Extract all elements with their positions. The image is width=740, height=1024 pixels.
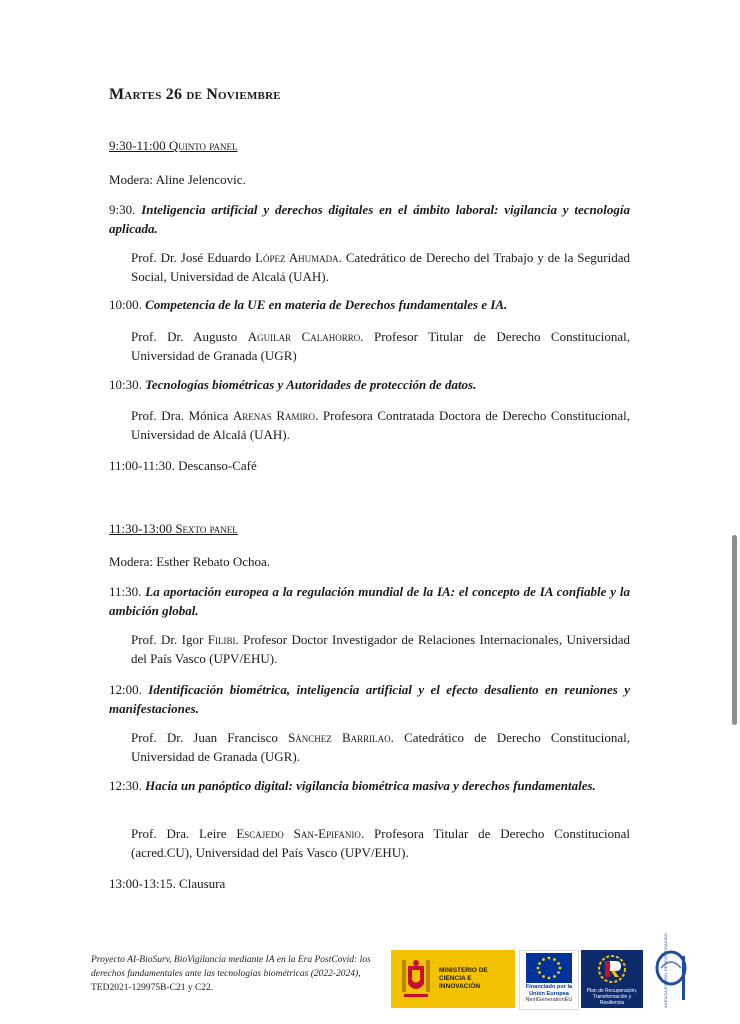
panel6-moderator: Modera: Esther Rebato Ochoa.	[109, 554, 271, 569]
speaker-surname: Escajedo San-Epifanio	[236, 826, 361, 841]
aei-text: AGENCIA ESTATAL DE INVESTIGACIÓN	[663, 933, 668, 1008]
talk-title: Competencia de la UE en materia de Derechos fundamentales e IA.	[145, 297, 508, 312]
day-title: Martes 26 de Noviembre	[109, 86, 281, 103]
coat-of-arms-icon	[399, 958, 433, 1000]
project-footnote	[91, 953, 381, 995]
talk-5-1	[109, 200, 630, 238]
speaker-5-2	[131, 327, 630, 365]
talk-title: Hacia un panóptico digital: vigilancia biométrica masiva y derechos fundamentales.	[145, 778, 596, 793]
talk-time: 12:00.	[109, 682, 142, 697]
panel5-moderator: Modera: Aline Jelencovic.	[109, 172, 246, 187]
speaker-prefix: Prof. Dra. Leire	[131, 826, 227, 841]
eu-funding-text	[520, 984, 578, 1004]
aei-logo	[649, 933, 695, 1010]
closing-line: 13:00-13:15. Clausura	[109, 876, 226, 891]
eu-funding-logo	[519, 950, 579, 1010]
talk-time: 11:30.	[109, 584, 142, 599]
speaker-surname: Filibi	[207, 632, 236, 647]
speaker-affiliation: . Profesor Titular de Derecho Constitucional, Universidad de Granada (UGR)	[131, 329, 631, 363]
recovery-plan-text: Plan de Recuperación, Transformación y Resiliencia	[586, 988, 638, 1006]
talk-5-3	[109, 375, 630, 394]
panel-title-6: 11:30-13:00 Sexto panel	[109, 521, 238, 536]
speaker-5-1	[131, 248, 630, 286]
eu-nextgen-label: NextGenerationEU	[525, 997, 573, 1003]
aei-emblem-icon	[649, 933, 695, 1010]
talk-time: 9:30.	[109, 202, 136, 217]
speaker-affiliation: . Catedrático de Derecho Constitucional, Universidad de Granada (UGR).	[131, 730, 631, 764]
speaker-5-3	[131, 406, 630, 444]
talk-6-3	[109, 776, 630, 795]
talk-title: Tecnologías biométricas y Autoridades de protección de datos.	[145, 377, 477, 392]
talk-time: 10:00.	[109, 297, 142, 312]
recovery-plan-logo	[581, 950, 643, 1008]
talk-6-2	[109, 680, 630, 718]
speaker-surname: Arenas Ramiro	[232, 408, 316, 423]
talk-5-2	[109, 295, 630, 314]
recovery-plan-icon	[581, 950, 643, 988]
speaker-prefix: Prof. Dra. Mónica	[131, 408, 229, 423]
speaker-prefix: Prof. Dr. Igor	[131, 632, 204, 647]
talk-title: Inteligencia artificial y derechos digitales en el ámbito laboral: vigilancia y tecnología aplicada.	[109, 202, 631, 236]
break-line: 11:00-11:30. Descanso-Café	[109, 458, 257, 473]
speaker-affiliation: . Profesora Contratada Doctora de Derecho Constitucional, Universidad de Alcalá (UAH).	[131, 408, 630, 442]
speaker-6-3	[131, 824, 630, 862]
speaker-surname: López Ahumada	[255, 250, 339, 265]
talk-time: 12:30.	[109, 778, 142, 793]
speaker-affiliation: . Profesor Doctor Investigador de Relaciones Internacionales, Universidad del País Vasco (UPV/EHU).	[131, 632, 631, 666]
talk-6-1	[109, 582, 630, 620]
talk-time: 10:30.	[109, 377, 142, 392]
talk-title: Identificación biométrica, inteligencia artificial y el efecto desaliento en reuniones y manifestaciones.	[109, 682, 631, 716]
grant-code: TED2021-129975B-C21 y C22.	[91, 983, 214, 993]
speaker-surname: Aguilar Calahorro	[247, 329, 361, 344]
ministry-logo	[391, 950, 515, 1008]
speaker-affiliation: . Catedrático de Derecho del Trabajo y de la Seguridad Social, Universidad de Alcalá (UAH).	[131, 250, 631, 284]
speaker-affiliation: . Profesora Titular de Derecho Constitucional (acred.CU), Universidad del País Vasco (UPV/EHU).	[131, 826, 630, 860]
speaker-prefix: Prof. Dr. José Eduardo	[131, 250, 252, 265]
vertical-scrollbar[interactable]	[732, 535, 737, 725]
eu-flag-icon	[526, 953, 572, 983]
speaker-6-1	[131, 630, 630, 668]
panel-title-5: 9:30-11:00 Quinto panel	[109, 138, 238, 153]
speaker-prefix: Prof. Dr. Juan Francisco	[131, 730, 278, 745]
ministry-name: MINISTERIO DE CIENCIA E INNOVACIÓN	[439, 967, 488, 990]
speaker-prefix: Prof. Dr. Augusto	[131, 329, 238, 344]
talk-title: La aportación europea a la regulación mundial de la IA: el concepto de IA confiable y la ambición global.	[109, 584, 630, 618]
eu-funded-label: Financiado por la Unión Europea	[525, 984, 573, 997]
speaker-surname: Sánchez Barrilao	[288, 730, 391, 745]
speaker-6-2	[131, 728, 630, 766]
project-description: Proyecto AI-BioSurv, BioVigilancia mediante IA en la Era PostCovid: los derechos fundamentales ante las tecnologías biométricas (2022-2024),	[91, 955, 371, 979]
